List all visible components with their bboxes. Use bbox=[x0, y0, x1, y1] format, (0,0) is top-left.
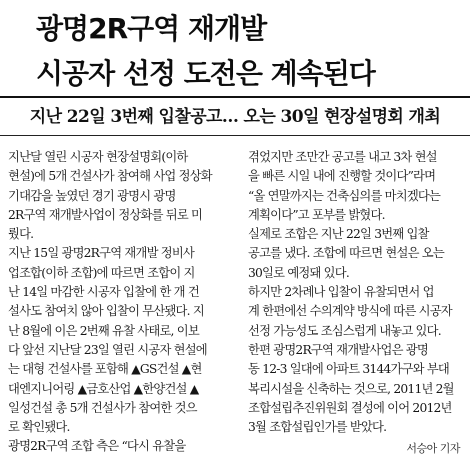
body-line: 지난 15일 광명2R구역 재개발 정비사 bbox=[8, 246, 194, 261]
body-line: 3월 조합설립인가를 받았다. bbox=[248, 420, 387, 435]
body-column-right bbox=[248, 148, 460, 437]
bottom-rule bbox=[0, 135, 470, 136]
body-line: 공고를 냈다. 조합에 따르면 현설은 오는 bbox=[248, 246, 444, 261]
body-line: 계 한편에선 수의계약 방식에 따른 시공자 bbox=[248, 304, 452, 319]
body-line: 실제로 조합은 지난 22일 3번째 입찰 bbox=[248, 227, 429, 242]
body-line: 기대감을 높였던 경기 광명시 광명 bbox=[8, 188, 176, 203]
top-rule bbox=[0, 96, 470, 98]
body-line: 동 12-3 일대에 아파트 3144가구와 부대 bbox=[248, 362, 450, 377]
body-line: 설사도 참여치 않아 입찰이 무산됐다. 지 bbox=[8, 304, 204, 319]
body-line: 로 확인됐다. bbox=[8, 420, 70, 435]
headline bbox=[36, 6, 375, 96]
body-line: 2R구역 재개발사업이 정상화를 뒤로 미 bbox=[8, 207, 203, 222]
body-line: 광명2R구역 조합 측은 “다시 유찰을 bbox=[8, 439, 186, 454]
body-line: 을 빠른 시일 내에 진행할 것이다”라며 bbox=[248, 169, 436, 184]
body-line: 지난달 열린 시공자 현장설명회(이하 bbox=[8, 150, 188, 164]
body-line: “올 연말까지는 건축심의를 마치겠다는 bbox=[248, 188, 441, 203]
body-column-left bbox=[8, 148, 220, 457]
body-line: 다 앞선 지난달 23일 열린 시공자 현설에 bbox=[8, 342, 207, 357]
body-line: 대엔지니어링 ▲금호산업 ▲한양건설 ▲ bbox=[8, 381, 199, 396]
subheadline: 지난 22일 3번째 입찰공고… 오는 30일 현장설명회 개최 bbox=[29, 107, 441, 127]
body-line: 하지만 2차례나 입찰이 유찰되면서 업 bbox=[248, 285, 434, 300]
body-line: 일성건설 총 5개 건설사가 참여한 것으 bbox=[8, 400, 197, 415]
body-line: 는 대형 건설사를 포함해 ▲GS건설 ▲현 bbox=[8, 362, 202, 377]
body-line: 난 8월에 이은 2번째 유찰 사태로, 이보 bbox=[8, 323, 199, 338]
body-line: 한편 광명2R구역 재개발사업은 광명 bbox=[248, 342, 428, 357]
headline-line-2: 시공자 선정 도전은 계속된다 bbox=[36, 57, 375, 90]
body-line: 선정 가능성도 조심스럽게 내놓고 있다. bbox=[248, 323, 441, 338]
body-line: 업조합(이하 조합)에 따르면 조합이 지 bbox=[8, 265, 195, 280]
body-line: 난 14일 마감한 시공자 입찰에 한 개 건 bbox=[8, 285, 199, 300]
body-line: 계획이다”고 포부를 밝혔다. bbox=[248, 207, 385, 222]
byline: 서승아 기자 bbox=[406, 442, 460, 455]
body-line: 30일로 예정돼 있다. bbox=[248, 265, 349, 280]
headline-line-1: 광명2R구역 재개발 bbox=[36, 12, 267, 45]
body-line: 겪었지만 조만간 공고를 내고 3차 현설 bbox=[248, 150, 437, 164]
body-line: 현설)에 5개 건설사가 참여해 사업 정상화 bbox=[8, 169, 212, 184]
body-line: 조합설립추진위원회 결성에 이어 2012년 bbox=[248, 400, 452, 415]
body-line: 복리시설을 신축하는 것으로, 2011년 2월 bbox=[248, 381, 454, 396]
body-line: 뤘다. bbox=[8, 227, 34, 242]
